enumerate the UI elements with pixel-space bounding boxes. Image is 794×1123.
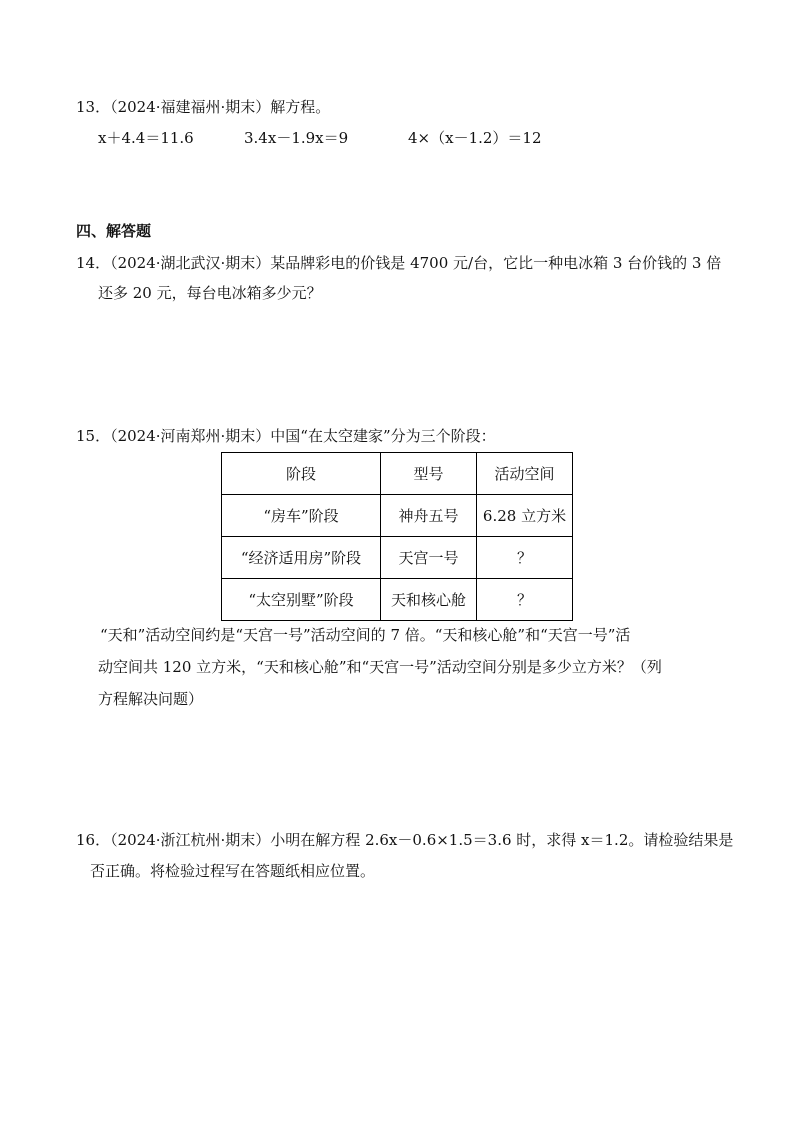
table-cell: 神舟五号	[381, 495, 477, 537]
table-row	[222, 537, 573, 579]
equation-2: 3.4x－1.9x＝9	[244, 129, 349, 147]
table-header-cell: 型号	[381, 453, 477, 495]
table-cell: “太空别墅”阶段	[222, 579, 381, 621]
table-row	[222, 579, 573, 621]
table-cell: 天和核心舱	[381, 579, 477, 621]
question-15-line-2: 动空间共 120 立方米，“天和核心舱”和“天宫一号”活动空间分别是多少立方米？（列	[98, 658, 662, 676]
table-cell: ？	[477, 579, 573, 621]
stages-table	[221, 452, 573, 621]
question-16-line-2: 否正确。将检验过程写在答题纸相应位置。	[90, 862, 376, 880]
question-16-line-1: 16．（2024·浙江杭州·期末）小明在解方程 2.6x－0.6×1.5＝3.6 时，求得 x＝1.2。请检验结果是	[76, 831, 734, 849]
table-cell: ？	[477, 537, 573, 579]
table-cell: 天宫一号	[381, 537, 477, 579]
table-row	[222, 495, 573, 537]
table-cell: “房车”阶段	[222, 495, 381, 537]
table-cell: 6.28 立方米	[477, 495, 573, 537]
question-15-intro: 15．（2024·河南郑州·期末）中国“在太空建家”分为三个阶段：	[76, 427, 496, 445]
question-15-line-3: 方程解决问题）	[98, 690, 204, 708]
question-13-title: 13．（2024·福建福州·期末）解方程。	[76, 98, 331, 116]
question-15-line-1: “天和”活动空间约是“天宫一号”活动空间的 7 倍。“天和核心舱”和“天宫一号”活	[100, 626, 631, 644]
question-14-line-2: 还多 20 元，每台电冰箱多少元？	[98, 284, 322, 302]
table-header-cell: 阶段	[222, 453, 381, 495]
equation-3: 4×（x－1.2）＝12	[408, 129, 542, 147]
equation-1: x＋4.4＝11.6	[98, 129, 194, 147]
table-cell: “经济适用房”阶段	[222, 537, 381, 579]
table-header-row	[222, 453, 573, 495]
table-header-cell: 活动空间	[477, 453, 573, 495]
question-14-line-1: 14．（2024·湖北武汉·期末）某品牌彩电的价钱是 4700 元/台，它比一种电冰箱 3 台价钱的 3 倍	[76, 254, 722, 272]
section-heading: 四、解答题	[76, 222, 152, 240]
